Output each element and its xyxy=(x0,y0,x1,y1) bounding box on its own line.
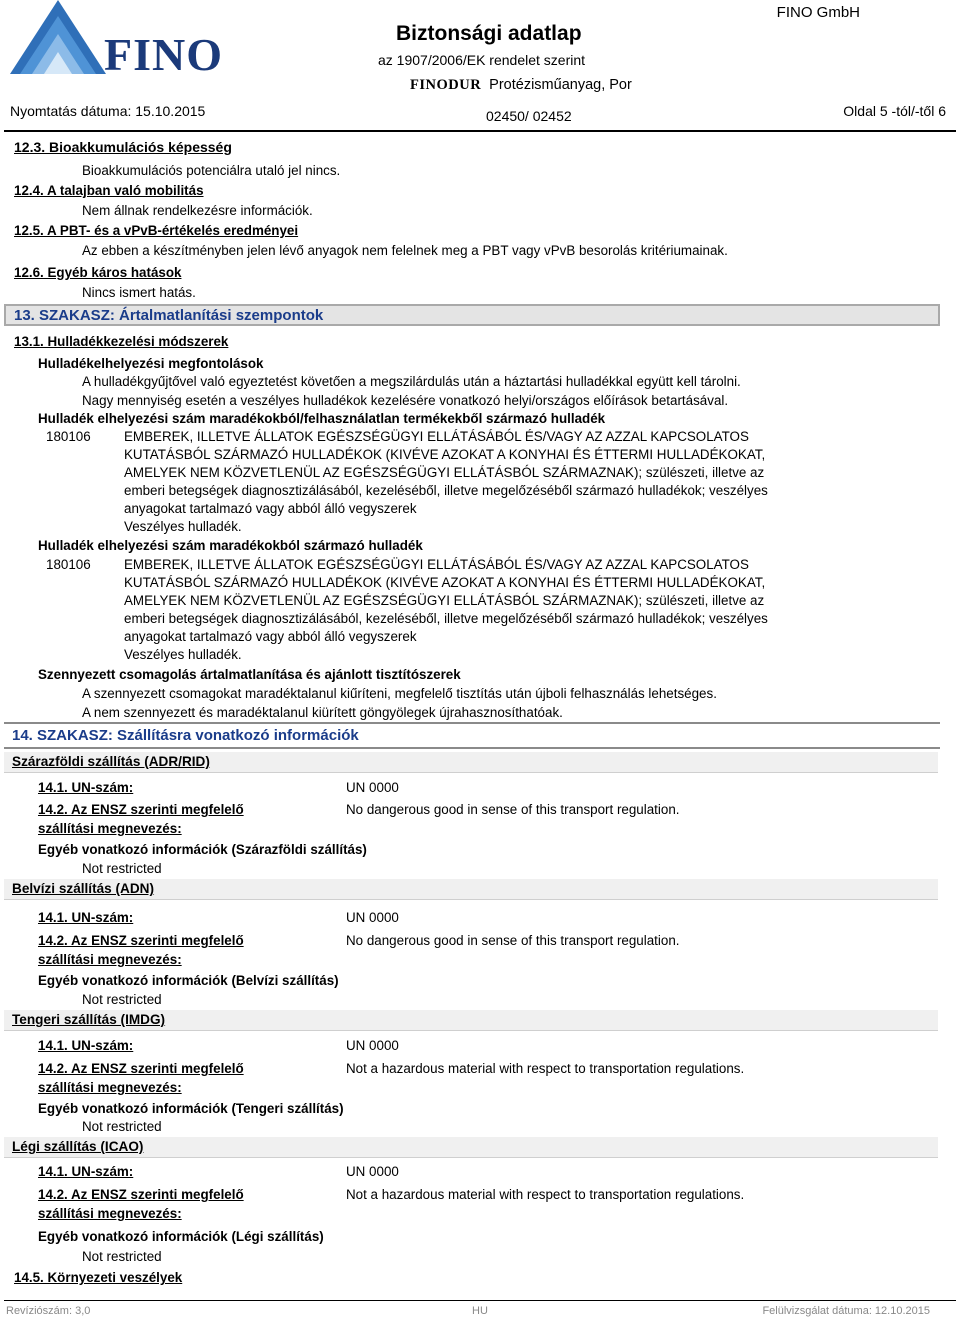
inland-other-info-value: Not restricted xyxy=(82,992,162,1007)
heading-14-5: 14.5. Környezeti veszélyek xyxy=(14,1270,183,1285)
land-shipping-name-label-1: 14.2. Az ENSZ szerinti megfelelő xyxy=(38,802,244,817)
waste-desc-residues-4: emberi betegségek diagnosztizálásából, kezeléséből, illetve megelőzéséből származó hulladékok; veszélyes xyxy=(124,611,768,626)
heading-12-5: 12.5. A PBT- és a vPvB-értékelés eredményei xyxy=(14,223,299,238)
heading-disposal-advice: Hulladékelhelyezési megfontolások xyxy=(38,356,264,371)
logo-wordmark: FINO xyxy=(104,29,223,80)
land-other-info-value: Not restricted xyxy=(82,861,162,876)
sea-un-value: UN 0000 xyxy=(346,1038,399,1053)
product-line xyxy=(410,77,632,94)
land-shipping-name-label-2: szállítási megnevezés: xyxy=(38,821,182,836)
sea-other-info-label: Egyéb vonatkozó információk (Tengeri szállítás) xyxy=(38,1101,344,1116)
waste-desc-unused-6: Veszélyes hulladék. xyxy=(124,519,242,534)
sea-transport-header xyxy=(4,1010,938,1031)
heading-12-3: 12.3. Bioakkumulációs képesség xyxy=(14,139,232,155)
section-13-header xyxy=(4,304,940,326)
footer-divider xyxy=(4,1300,956,1301)
inland-transport-header xyxy=(4,879,938,900)
land-transport-header xyxy=(4,752,938,773)
heading-waste-code-unused: Hulladék elhelyezési szám maradékokból/felhasználatlan termékekből származó hulladék xyxy=(38,411,606,426)
inland-shipping-name-label-2: szállítási megnevezés: xyxy=(38,952,182,967)
waste-desc-unused-2: KUTATÁSBÓL SZÁRMAZÓ HULLADÉKOK (KIVÉVE AZOKAT A KONYHAI ÉS ÉTTERMI HULLADÉKOKAT, xyxy=(124,447,766,462)
waste-desc-unused-3: AMELYEK NEM KÖZVETLENÜL AZ EGÉSZSÉGÜGYI ELLÁTÁSBÓL SZÁRMAZNAK); szülészeti, illetve az xyxy=(124,465,765,480)
print-date: Nyomtatás dátuma: 15.10.2015 xyxy=(10,103,206,119)
heading-contaminated-packaging: Szennyezett csomagolás ártalmatlanítása és ajánlott tisztítószerek xyxy=(38,667,461,682)
sea-other-info-value: Not restricted xyxy=(82,1119,162,1134)
text-12-5: Az ebben a készítményben jelen lévő anyagok nem felelnek meg a PBT vagy vPvB besorolás kritériumainak. xyxy=(82,243,728,258)
inland-other-info-label: Egyéb vonatkozó információk (Belvízi szállítás) xyxy=(38,973,339,988)
sea-transport-title: Tengeri szállítás (IMDG) xyxy=(12,1012,166,1027)
waste-desc-residues-2: KUTATÁSBÓL SZÁRMAZÓ HULLADÉKOK (KIVÉVE AZOKAT A KONYHAI ÉS ÉTTERMI HULLADÉKOKAT, xyxy=(124,575,766,590)
air-other-info-value: Not restricted xyxy=(82,1249,162,1264)
air-shipping-name-label-2: szállítási megnevezés: xyxy=(38,1206,182,1221)
text-12-6: Nincs ismert hatás. xyxy=(82,285,196,300)
text-12-3: Bioakkumulációs potenciálra utaló jel nincs. xyxy=(82,163,341,178)
waste-code-unused: 180106 xyxy=(46,429,91,444)
advice-line-2: Nagy mennyiség esetén a veszélyes hulladékok kezelésére vonatkozó helyi/országos előírások betartásával. xyxy=(82,393,729,408)
land-transport-title: Szárazföldi szállítás (ADR/RID) xyxy=(12,754,210,769)
product-brand: FINODUR xyxy=(410,77,482,93)
advice-line-1: A hulladékgyűjtővel való egyeztetést követően a megszilárdulás után a háztartási hulladékkal együtt kell tárolni. xyxy=(82,374,741,389)
product-name: Protézisműanyag, Por xyxy=(489,77,632,93)
heading-12-4: 12.4. A talajban való mobilitás xyxy=(14,183,204,198)
air-un-value: UN 0000 xyxy=(346,1164,399,1179)
section-14-bottom-rule xyxy=(4,747,940,749)
heading-12-6: 12.6. Egyéb káros hatások xyxy=(14,265,182,280)
inland-shipping-name-value: No dangerous good in sense of this transport regulation. xyxy=(346,933,680,948)
inland-transport-title: Belvízi szállítás (ADN) xyxy=(12,881,155,896)
revision-number: Revíziószám: 3,0 xyxy=(6,1305,91,1317)
sea-shipping-name-label-1: 14.2. Az ENSZ szerinti megfelelő xyxy=(38,1061,244,1076)
review-date: Felülvizsgálat dátuma: 12.10.2015 xyxy=(762,1305,930,1317)
text-12-4: Nem állnak rendelkezésre információk. xyxy=(82,203,313,218)
land-un-value: UN 0000 xyxy=(346,780,399,795)
fino-logo xyxy=(6,0,223,80)
page-number: Oldal 5 -tól/-től 6 xyxy=(843,103,946,119)
section-13-title: 13. SZAKASZ: Ártalmatlanítási szempontok xyxy=(14,307,324,324)
air-transport-header xyxy=(4,1137,938,1158)
document-title: Biztonsági adatlap xyxy=(396,22,582,45)
company-name: FINO GmbH xyxy=(776,4,860,21)
waste-desc-unused-5: anyagokat tartalmazó vagy abból álló vegyszerek xyxy=(124,501,417,516)
land-other-info-label: Egyéb vonatkozó információk (Szárazföldi szállítás) xyxy=(38,842,367,857)
inland-un-label: 14.1. UN-szám: xyxy=(38,910,134,925)
heading-13-1: 13.1. Hulladékkezelési módszerek xyxy=(14,334,229,349)
waste-desc-unused-1: EMBEREK, ILLETVE ÁLLATOK EGÉSZSÉGÜGYI ELLÁTÁSÁBÓL ÉS/VAGY AZ AZZAL KAPCSOLATOS xyxy=(124,429,749,444)
waste-code-residues: 180106 xyxy=(46,557,91,572)
waste-desc-residues-1: EMBEREK, ILLETVE ÁLLATOK EGÉSZSÉGÜGYI ELLÁTÁSÁBÓL ÉS/VAGY AZ AZZAL KAPCSOLATOS xyxy=(124,557,749,572)
sea-shipping-name-value: Not a hazardous material with respect to transportation regulations. xyxy=(346,1061,745,1076)
land-shipping-name-value: No dangerous good in sense of this transport regulation. xyxy=(346,802,680,817)
inland-shipping-name-label-1: 14.2. Az ENSZ szerinti megfelelő xyxy=(38,933,244,948)
land-un-label: 14.1. UN-szám: xyxy=(38,780,134,795)
sea-shipping-name-label-2: szállítási megnevezés: xyxy=(38,1080,182,1095)
packaging-line-1: A szennyezett csomagokat maradéktalanul kiűríteni, megfelelő tisztítás után újboli felhasználás lehetséges. xyxy=(82,686,717,701)
air-shipping-name-value: Not a hazardous material with respect to transportation regulations. xyxy=(346,1187,745,1202)
document-header xyxy=(0,0,960,132)
air-other-info-label: Egyéb vonatkozó információk (Légi szállítás) xyxy=(38,1229,324,1244)
waste-desc-residues-3: AMELYEK NEM KÖZVETLENÜL AZ EGÉSZSÉGÜGYI ELLÁTÁSBÓL SZÁRMAZNAK); szülészeti, illetve az xyxy=(124,593,765,608)
regulation-reference: az 1907/2006/EK rendelet szerint xyxy=(378,52,586,68)
product-number: 02450/ 02452 xyxy=(486,108,572,124)
air-shipping-name-label-1: 14.2. Az ENSZ szerinti megfelelő xyxy=(38,1187,244,1202)
waste-desc-residues-5: anyagokat tartalmazó vagy abból álló vegyszerek xyxy=(124,629,417,644)
air-un-label: 14.1. UN-szám: xyxy=(38,1164,134,1179)
packaging-line-2: A nem szennyezett és maradéktalanul kiürített göngyölegek újrahasznosíthatóak. xyxy=(82,705,563,720)
header-divider xyxy=(4,130,956,132)
heading-waste-code-residues: Hulladék elhelyezési szám maradékokból származó hulladék xyxy=(38,538,423,553)
air-transport-title: Légi szállítás (ICAO) xyxy=(12,1139,144,1154)
section-14-top-rule xyxy=(4,722,940,724)
sea-un-label: 14.1. UN-szám: xyxy=(38,1038,134,1053)
waste-desc-residues-6: Veszélyes hulladék. xyxy=(124,647,242,662)
waste-desc-unused-4: emberi betegségek diagnosztizálásából, kezeléséből, illetve megelőzéséből származó hulladékok; veszélyes xyxy=(124,483,768,498)
language-code: HU xyxy=(472,1305,488,1317)
section-14-title: 14. SZAKASZ: Szállításra vonatkozó információk xyxy=(12,727,359,744)
inland-un-value: UN 0000 xyxy=(346,910,399,925)
